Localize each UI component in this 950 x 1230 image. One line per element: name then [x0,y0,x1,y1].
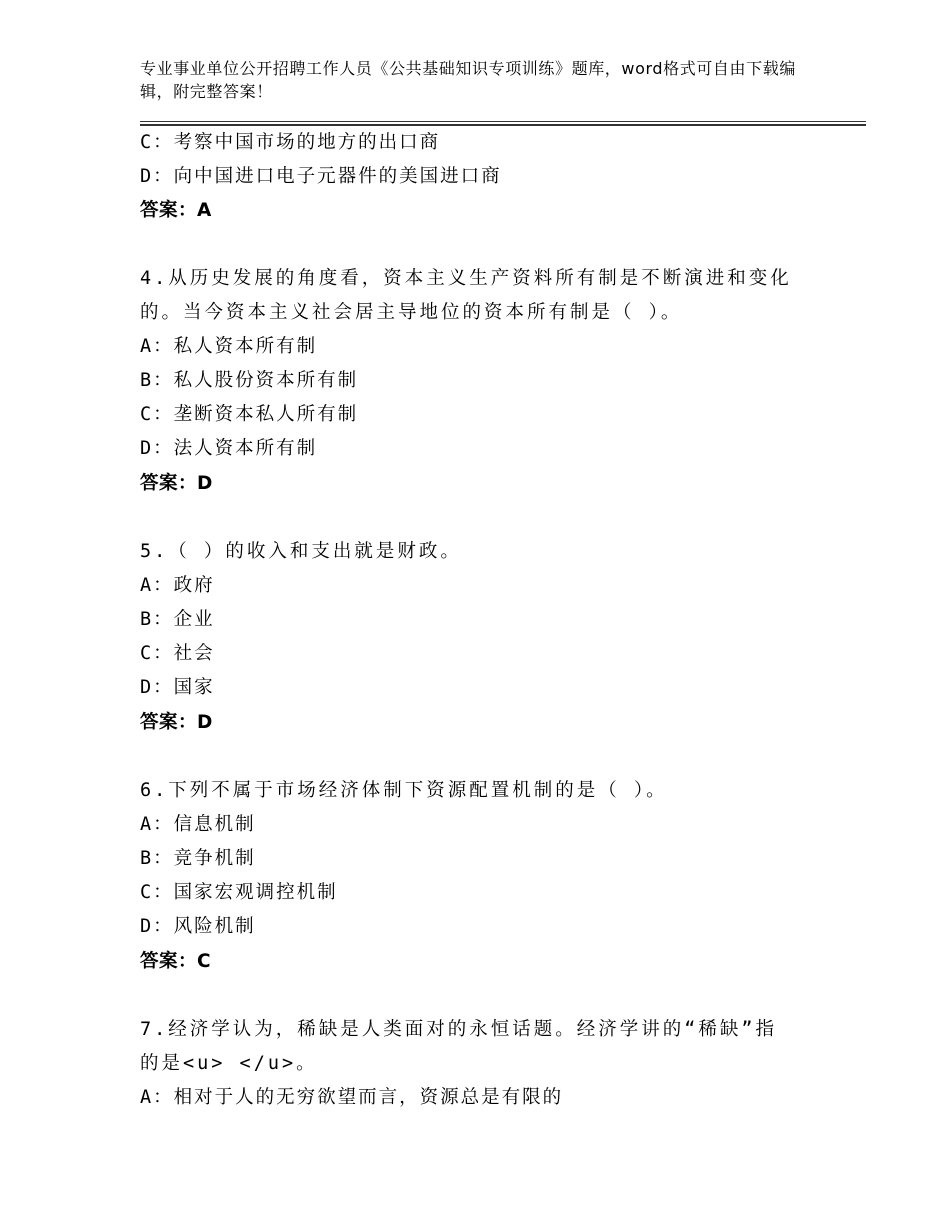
q5-text-line1: 5.（ ）的收入和支出就是财政。 [140,541,462,562]
q4-answer: 答案：D [140,473,213,494]
q4-text-line1: 4.从历史发展的角度看，资本主义生产资料所有制是不断演进和变化 [140,268,792,289]
page-header-title: 专业事业单位公开招聘工作人员《公共基础知识专项训练》题库，word格式可自由下载编辑，附完整答案！ [140,59,796,101]
q7-text-line2: 的是<u> </u>。 [140,1053,318,1074]
q6-text-line1: 6.下列不属于市场经济体制下资源配置机制的是（ ）。 [140,780,668,801]
q6-option-c: C：国家宏观调控机制 [140,882,338,903]
q5-option-c: C：社会 [140,643,215,664]
q4-option-c: C：垄断资本私人所有制 [140,404,359,425]
header-divider-thin [140,121,866,122]
q5-option-d: D：国家 [140,677,215,698]
q4-option-d: D：法人资本所有制 [140,438,318,459]
q4-option-b: B：私人股份资本所有制 [140,370,359,391]
q5-option-a: A：政府 [140,575,215,596]
q5-option-b: B：企业 [140,609,215,630]
q4-option-a: A：私人资本所有制 [140,336,318,357]
q5-answer: 答案：D [140,712,213,733]
q4-text-line2: 的。当今资本主义社会居主导地位的资本所有制是（ ）。 [140,302,683,323]
q6-option-d: D：风险机制 [140,916,256,937]
q6-option-b: B：竞争机制 [140,848,256,869]
prev-question-answer: 答案：A [140,200,212,221]
q7-option-a: A：相对于人的无穷欲望而言，资源总是有限的 [140,1087,564,1108]
header-divider-thick [140,124,866,126]
q6-option-a: A：信息机制 [140,814,256,835]
q7-text-line1: 7.经济学认为，稀缺是人类面对的永恒话题。经济学讲的“稀缺”指 [140,1019,778,1040]
prev-question-option-c: C：考察中国市场的地方的出口商 [140,132,441,153]
q6-answer: 答案：C [140,951,212,972]
prev-question-option-d: D：向中国进口电子元器件的美国进口商 [140,166,502,187]
